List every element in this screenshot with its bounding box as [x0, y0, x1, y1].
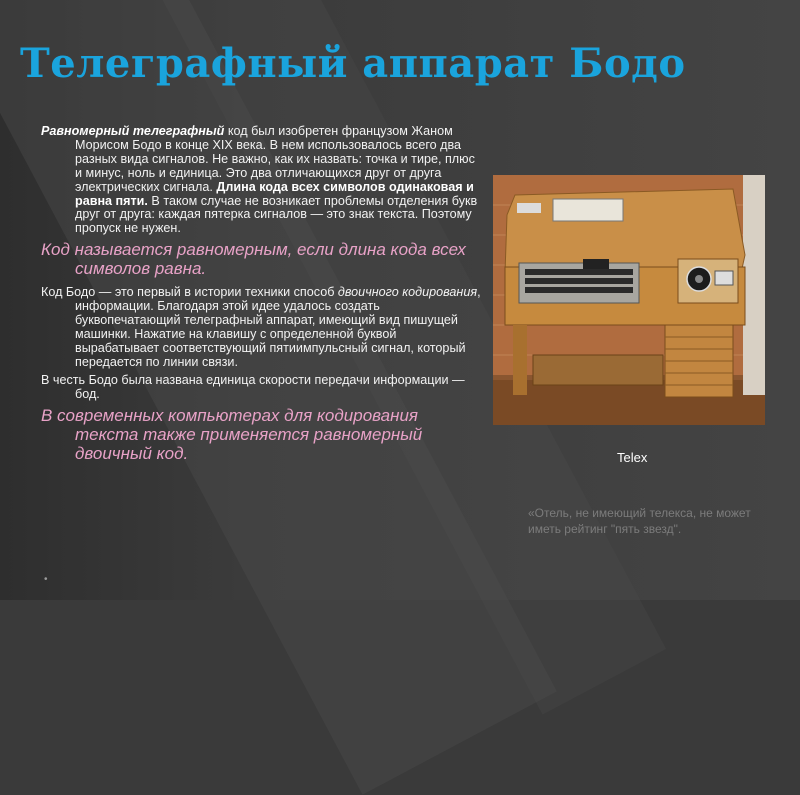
- paragraph-baudot-code: [41, 125, 481, 236]
- telex-illustration: [493, 175, 765, 425]
- image-caption: Telex: [617, 450, 648, 465]
- paper-window: [553, 199, 623, 221]
- telex-photo: [493, 175, 765, 425]
- slide-title: Телеграфный аппарат Бодо: [20, 40, 686, 87]
- term-binary-coding: двоичного кодирования: [337, 285, 478, 300]
- definition-highlight: Код называется равномерным, если длина кода всех символов равна.: [41, 240, 466, 279]
- modern-computers-highlight: В современных компьютерах для кодирования текста также применяется равномерный двоичный код.: [41, 405, 423, 463]
- code-length-emphasis: Длина кода всех символов одинаковая и равна пяти.: [75, 179, 474, 208]
- paragraph-text-end: В таком случае не возникает проблемы отделения букв друг от друга: каждая пятерка сигналов — это знак текста. Поэтому пропуск не нужен.: [75, 193, 478, 236]
- paragraph-text: Код Бодо — это первый в истории техники способ: [41, 285, 338, 300]
- quote-text: «Отель, не имеющий телекса, не может иметь рейтинг "пять звезд".: [528, 506, 751, 536]
- term-uniform-telegraph: Равномерный телеграфный: [41, 124, 225, 138]
- slide-bullet-marker: •: [44, 574, 48, 585]
- paragraph-text-end: , информации. Благодаря этой идее удалось создать буквопечатающий телеграфный аппарат, имеющий вид пишущей машинки. Нажатие на клавишу с определенной буквой вырабатывает соответствующий пятиимпульсный сигнал, который передается по линии связи.: [75, 285, 481, 369]
- paragraph-baud-unit: В честь Бодо была названа единица скорости передачи информации — бод.: [41, 372, 465, 401]
- paragraph-text: код был изобретен французом Жаном Морисом Бодо в конце XIX века. В нем использовалось всего два разных вида сигналов. Не важно, как их назвать: точка и тире, плюс и минус, ноль и единица. Это два отличающихся друг от друга электрических сигнала.: [75, 124, 475, 194]
- paragraph-binary-coding: [41, 286, 481, 369]
- slide-body: [41, 125, 481, 471]
